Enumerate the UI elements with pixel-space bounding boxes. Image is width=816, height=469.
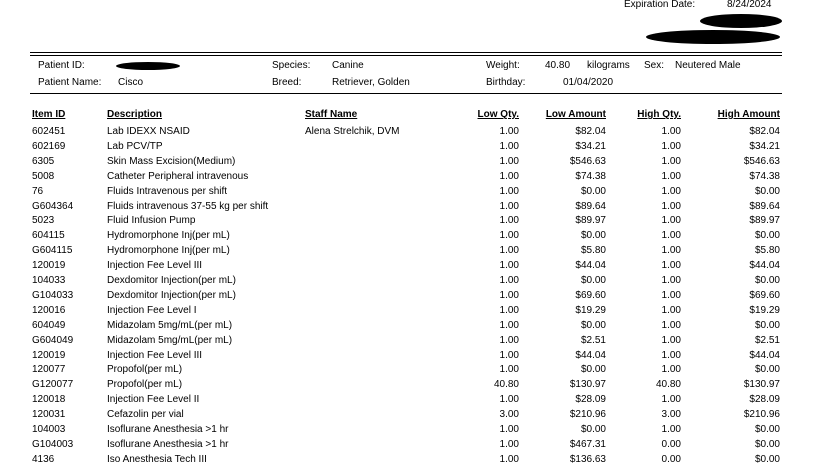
low-amount-cell: $130.97	[569, 379, 606, 391]
breed-label: Breed:	[272, 77, 302, 88]
high-qty-cell: 1.00	[661, 275, 681, 286]
weight: 40.80	[545, 60, 571, 71]
description-cell: Fluids intravenous 37-55 kg per shift	[107, 200, 269, 212]
high-amount-cell: $0.00	[754, 364, 780, 376]
item-id-cell: 604115	[32, 230, 65, 242]
description-cell: Isoflurane Anesthesia >1 hr	[107, 424, 229, 435]
high-amount-cell: $44.04	[749, 349, 780, 361]
divider	[30, 55, 782, 56]
item-id-cell: 104033	[32, 275, 66, 286]
table-row	[0, 275, 816, 290]
low-amount-cell: $0.00	[580, 230, 606, 242]
expiration-label: Expiration Date:	[624, 0, 696, 10]
high-amount-cell: $69.60	[749, 289, 780, 301]
description-cell: Iso Anesthesia Tech III	[107, 453, 207, 465]
table-row	[0, 126, 816, 141]
table-row	[0, 379, 816, 394]
table-row	[0, 260, 816, 275]
low-amount-cell: $136.63	[569, 453, 606, 465]
table-row	[0, 186, 816, 201]
low-qty-cell: 1.00	[499, 155, 519, 167]
low-qty-cell: 1.00	[499, 424, 519, 435]
high-qty-cell: 1.00	[661, 200, 681, 212]
breed: Retriever, Golden	[332, 77, 410, 88]
item-id-cell: 120018	[32, 394, 66, 406]
low-qty-cell: 1.00	[499, 140, 519, 152]
low-qty-cell: 1.00	[499, 215, 519, 227]
table-row	[0, 320, 816, 335]
low-amount-cell: $0.00	[580, 185, 606, 197]
high-qty-cell: 1.00	[661, 364, 681, 376]
birthday: 01/04/2020	[563, 77, 614, 88]
sex: Neutered Male	[675, 60, 741, 71]
description-cell: Skin Mass Excision(Medium)	[107, 155, 236, 167]
high-qty-cell: 1.00	[661, 424, 681, 435]
low-amount-cell: $5.80	[580, 245, 606, 257]
item-id-cell: 5008	[32, 170, 55, 182]
low-qty-cell: 1.00	[499, 185, 519, 197]
description-cell: Midazolam 5mg/mL(per mL)	[107, 319, 233, 331]
sex-label: Sex:	[644, 60, 665, 71]
description-cell: Propofol(per mL)	[107, 364, 183, 376]
description-cell: Injection Fee Level I	[107, 304, 197, 316]
high-amount-cell: $0.00	[754, 438, 780, 450]
high-amount-cell: $0.00	[754, 453, 780, 465]
item-id-cell: 602451	[32, 126, 66, 137]
table-row	[0, 394, 816, 409]
weight-label: Weight:	[486, 60, 520, 71]
high-qty-cell: 1.00	[661, 260, 681, 272]
high-qty-cell: 1.00	[661, 170, 681, 182]
table-row	[0, 290, 816, 305]
low-qty-cell: 1.00	[499, 170, 519, 182]
low-qty-cell: 3.00	[499, 409, 519, 421]
high-qty-cell: 1.00	[661, 215, 681, 227]
description-cell: Catheter Peripheral intravenous	[107, 170, 249, 182]
description-cell: Cefazolin per vial	[107, 409, 184, 421]
description-cell: Isoflurane Anesthesia >1 hr	[107, 438, 229, 450]
low-amount-cell: $82.04	[575, 126, 606, 137]
item-id-cell: G120077	[32, 379, 74, 391]
low-amount-cell: $0.00	[580, 364, 606, 376]
header-low-amount: Low Amount	[545, 109, 606, 120]
high-amount-cell: $0.00	[754, 185, 780, 197]
low-amount-cell: $34.21	[575, 140, 606, 152]
low-qty-cell: 1.00	[499, 275, 519, 286]
high-qty-cell: 0.00	[661, 438, 681, 450]
description-cell: Fluids Intravenous per shift	[107, 185, 228, 197]
item-id-cell: 6305	[32, 155, 55, 167]
high-amount-cell: $44.04	[749, 260, 780, 272]
header-item-id: Item ID	[32, 109, 66, 120]
low-amount-cell: $210.96	[569, 409, 606, 421]
patient-id-label: Patient ID:	[38, 60, 85, 71]
patient-name: Cisco	[118, 77, 144, 88]
low-qty-cell: 1.00	[499, 394, 519, 406]
item-id-cell: 120077	[32, 364, 66, 376]
low-qty-cell: 40.80	[493, 379, 519, 391]
description-cell: Injection Fee Level II	[107, 394, 200, 406]
high-amount-cell: $546.63	[743, 155, 780, 167]
item-id-cell: 4136	[32, 453, 55, 465]
low-amount-cell: $2.51	[580, 334, 606, 346]
divider	[30, 93, 782, 94]
low-amount-cell: $0.00	[580, 424, 606, 435]
high-amount-cell: $19.29	[749, 304, 780, 316]
low-qty-cell: 1.00	[499, 126, 519, 137]
species: Canine	[332, 60, 364, 71]
low-qty-cell: 1.00	[499, 349, 519, 361]
item-id-cell: 120019	[32, 260, 66, 272]
header-high-qty: High Qty.	[637, 109, 681, 120]
high-qty-cell: 40.80	[655, 379, 681, 391]
table-row	[0, 215, 816, 230]
item-id-cell: G604049	[32, 334, 74, 346]
item-id-cell: 5023	[32, 215, 55, 227]
table-row	[0, 141, 816, 156]
low-amount-cell: $89.64	[575, 200, 606, 212]
table-row	[0, 171, 816, 186]
table-row	[0, 201, 816, 216]
low-qty-cell: 1.00	[499, 230, 519, 242]
low-amount-cell: $44.04	[575, 260, 606, 272]
low-qty-cell: 1.00	[499, 200, 519, 212]
weight-unit: kilograms	[587, 60, 630, 71]
high-qty-cell: 1.00	[661, 185, 681, 197]
low-amount-cell: $28.09	[575, 394, 606, 406]
header-staff-name: Staff Name	[305, 109, 358, 120]
table-row	[0, 230, 816, 245]
item-id-cell: 120019	[32, 349, 66, 361]
table-row	[0, 454, 816, 469]
high-amount-cell: $5.80	[754, 245, 780, 257]
table-row	[0, 424, 816, 439]
low-qty-cell: 1.00	[499, 260, 519, 272]
item-id-cell: G104033	[32, 289, 74, 301]
high-qty-cell: 1.00	[661, 304, 681, 316]
low-qty-cell: 1.00	[499, 289, 519, 301]
birthday-label: Birthday:	[486, 77, 526, 88]
table-row	[0, 335, 816, 350]
high-qty-cell: 1.00	[661, 155, 681, 167]
low-amount-cell: $19.29	[575, 304, 606, 316]
table-row	[0, 364, 816, 379]
high-amount-cell: $0.00	[754, 230, 780, 242]
low-qty-cell: 1.00	[499, 453, 519, 465]
high-qty-cell: 0.00	[661, 453, 681, 465]
high-qty-cell: 1.00	[661, 319, 681, 331]
low-qty-cell: 1.00	[499, 245, 519, 257]
high-amount-cell: $210.96	[743, 409, 780, 421]
low-amount-cell: $74.38	[575, 170, 606, 182]
high-amount-cell: $28.09	[749, 394, 780, 406]
high-amount-cell: $89.97	[749, 215, 780, 227]
high-qty-cell: 1.00	[661, 394, 681, 406]
description-cell: Midazolam 5mg/mL(per mL)	[107, 334, 233, 346]
table-row	[0, 305, 816, 320]
high-qty-cell: 1.00	[661, 334, 681, 346]
item-id-cell: G104003	[32, 438, 74, 450]
staff-name-cell: Alena Strelchik, DVM	[305, 126, 400, 137]
high-amount-cell: $0.00	[754, 275, 780, 286]
item-id-cell: 604049	[32, 319, 66, 331]
description-cell: Injection Fee Level III	[107, 349, 203, 361]
description-cell: Hydromorphone Inj(per mL)	[107, 245, 230, 257]
low-qty-cell: 1.00	[499, 364, 519, 376]
table-row	[0, 245, 816, 260]
redaction-mark	[116, 62, 180, 70]
item-id-cell: 120031	[32, 409, 66, 421]
low-qty-cell: 1.00	[499, 304, 519, 316]
item-id-cell: G604364	[32, 200, 74, 212]
table-row	[0, 350, 816, 365]
high-amount-cell: $82.04	[749, 126, 780, 137]
item-id-cell: 602169	[32, 140, 66, 152]
expiration-date: 8/24/2024	[727, 0, 772, 10]
high-qty-cell: 1.00	[661, 126, 681, 137]
header-low-qty: Low Qty.	[477, 109, 519, 120]
low-amount-cell: $546.63	[569, 155, 606, 167]
description-cell: Injection Fee Level III	[107, 260, 203, 272]
header-description: Description	[107, 109, 163, 120]
description-cell: Hydromorphone Inj(per mL)	[107, 230, 230, 242]
description-cell: Propofol(per mL)	[107, 379, 183, 391]
high-qty-cell: 1.00	[661, 245, 681, 257]
high-qty-cell: 1.00	[661, 349, 681, 361]
low-amount-cell: $467.31	[569, 438, 606, 450]
high-amount-cell: $130.97	[743, 379, 780, 391]
description-cell: Dexdomitor Injection(per mL)	[107, 289, 236, 301]
header-high-amount: High Amount	[717, 109, 780, 120]
high-qty-cell: 1.00	[661, 230, 681, 242]
high-amount-cell: $2.51	[754, 334, 780, 346]
divider	[30, 52, 782, 53]
high-qty-cell: 1.00	[661, 289, 681, 301]
description-cell: Fluid Infusion Pump	[107, 215, 196, 227]
table-row	[0, 409, 816, 424]
table-row	[0, 439, 816, 454]
low-qty-cell: 1.00	[499, 319, 519, 331]
species-label: Species:	[272, 60, 311, 71]
high-amount-cell: $0.00	[754, 319, 780, 331]
high-amount-cell: $89.64	[749, 200, 780, 212]
low-amount-cell: $44.04	[575, 349, 606, 361]
redaction-mark	[646, 30, 780, 44]
description-cell: Lab IDEXX NSAID	[107, 126, 190, 137]
low-amount-cell: $69.60	[575, 289, 606, 301]
high-amount-cell: $74.38	[749, 170, 780, 182]
description-cell: Lab PCV/TP	[107, 140, 163, 152]
high-qty-cell: 3.00	[661, 409, 681, 421]
low-amount-cell: $0.00	[580, 275, 606, 286]
high-amount-cell: $34.21	[749, 140, 780, 152]
high-qty-cell: 1.00	[661, 140, 681, 152]
item-id-cell: 120016	[32, 304, 66, 316]
item-id-cell: G604115	[32, 245, 73, 257]
description-cell: Dexdomitor Injection(per mL)	[107, 275, 236, 286]
redaction-mark	[700, 14, 782, 28]
item-id-cell: 104003	[32, 424, 66, 435]
low-amount-cell: $89.97	[575, 215, 606, 227]
item-id-cell: 76	[32, 185, 44, 197]
low-qty-cell: 1.00	[499, 438, 519, 450]
high-amount-cell: $0.00	[754, 424, 780, 435]
low-amount-cell: $0.00	[580, 319, 606, 331]
table-row	[0, 156, 816, 171]
low-qty-cell: 1.00	[499, 334, 519, 346]
patient-name-label: Patient Name:	[38, 77, 102, 88]
